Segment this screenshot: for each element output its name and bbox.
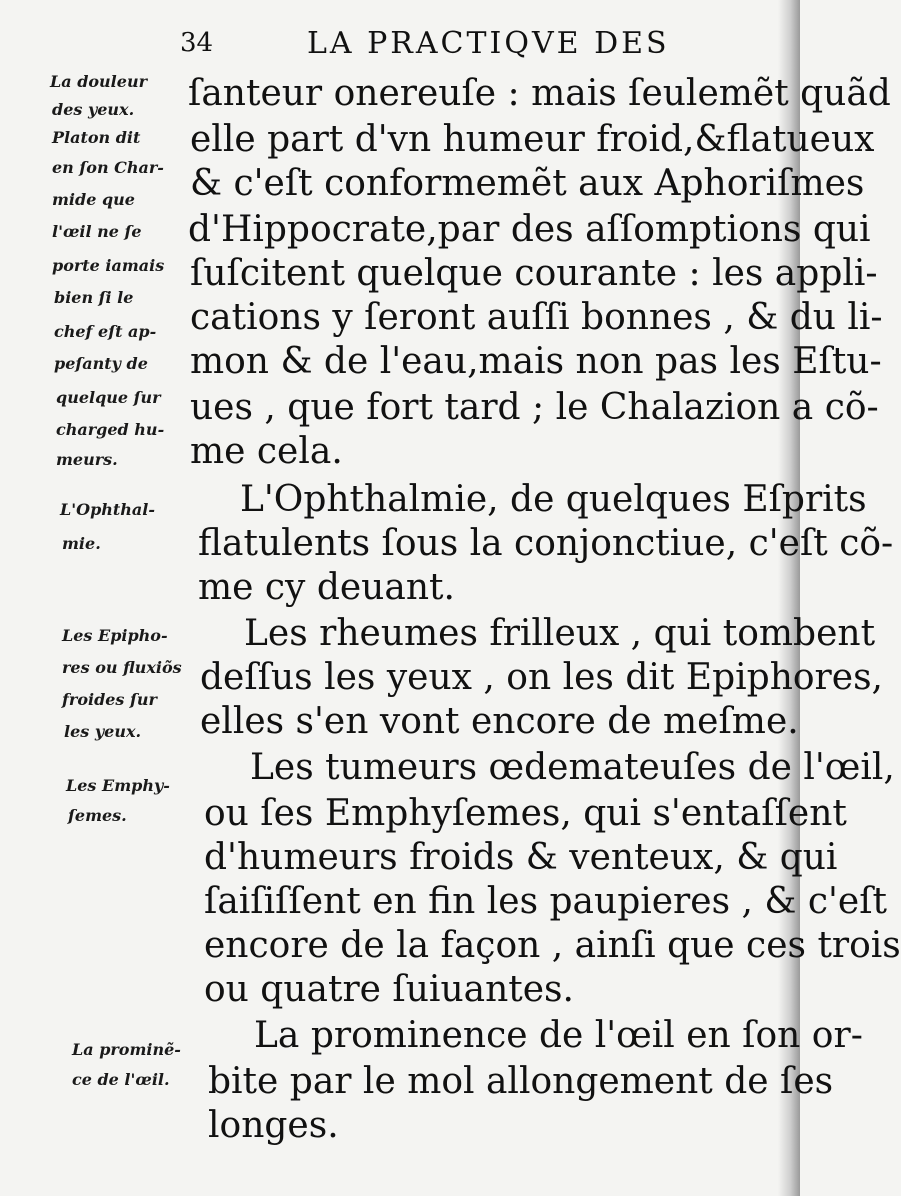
body-line: d'humeurs froids & venteux, & qui [204,837,838,878]
body-line: elle part d'vn humeur froid,&flatueux [190,119,875,160]
body-line: flatulents ſous la conjonctiue, c'eſt cõ- [198,523,894,564]
body-line: mon & de l'eau,mais non pas les Eſtu- [190,341,882,382]
body-line: ſanteur onereuſe : mais ſeulemẽt quãd [188,73,891,114]
body-line: bite par le mol allongement de ſes [208,1061,834,1102]
body-line: Les rheumes frilleux , qui tombent [244,613,876,654]
body-line: encore de la façon , ainſi que ces trois [204,925,901,966]
margin-note-line: Les Epipho- [62,626,168,645]
body-line: ou quatre ſuiuantes. [204,969,574,1010]
margin-note-line: des yeux. [52,100,135,119]
margin-note-line: charged hu- [56,420,165,439]
margin-note-line: bien ſi le [54,288,134,307]
margin-note-line: les yeux. [64,722,142,741]
margin-note-line: ce de l'œil. [72,1070,170,1089]
margin-note-line: quelque ſur [56,388,161,407]
margin-note-line: mie. [62,534,101,553]
running-title: LA PRACTIQVE DES [307,26,670,61]
margin-note-line: porte iamais [52,256,165,275]
body-line: L'Ophthalmie, de quelques Eſprits [240,479,867,520]
margin-note-line: ſemes. [68,806,127,825]
margin-note-line: L'Ophthal- [60,500,156,519]
body-line: & c'eſt conformemẽt aux Aphoriſmes [190,163,865,204]
body-line: cations y ſeront auſſi bonnes , & du li- [190,297,883,338]
margin-note-line: mide que [52,190,135,209]
body-line: me cy deuant. [198,567,455,608]
margin-note-line: froides ſur [62,690,157,709]
margin-note-line: Les Emphy- [66,776,170,795]
margin-note-line: chef eſt ap- [54,322,157,341]
margin-note-line: Platon dit [52,128,141,147]
body-line: me cela. [190,431,343,472]
body-line: ſaiſiſſent en fin les paupieres , & c'eſt [204,881,888,922]
body-line: ues , que fort tard ; le Chalazion a cõ- [190,387,879,428]
margin-note-line: peſanty de [54,354,148,373]
margin-note-line: La prominẽ- [72,1040,181,1059]
margin-note-line: La douleur [50,72,147,91]
margin-note-line: meurs. [56,450,118,469]
body-line: La prominence de l'œil en ſon or- [254,1015,863,1056]
margin-note-line: res ou fluxiõs [62,658,182,677]
margin-note-line: en ſon Char- [52,158,164,177]
body-line: d'Hippocrate,par des aſſomptions qui [188,209,871,250]
body-line: elles s'en vont encore de meſme. [200,701,799,742]
body-line: Les tumeurs œdemateuſes de l'œil, [250,747,895,788]
body-line: ſuſcitent quelque courante : les appli- [190,253,878,294]
page-number: 34 [180,28,214,58]
margin-note-line: l'œil ne ſe [52,222,142,241]
body-line: longes. [208,1105,339,1146]
body-line: deſſus les yeux , on les dit Epiphores, [200,657,883,698]
body-line: ou ſes Emphyſemes, qui s'entaſſent [204,793,847,834]
